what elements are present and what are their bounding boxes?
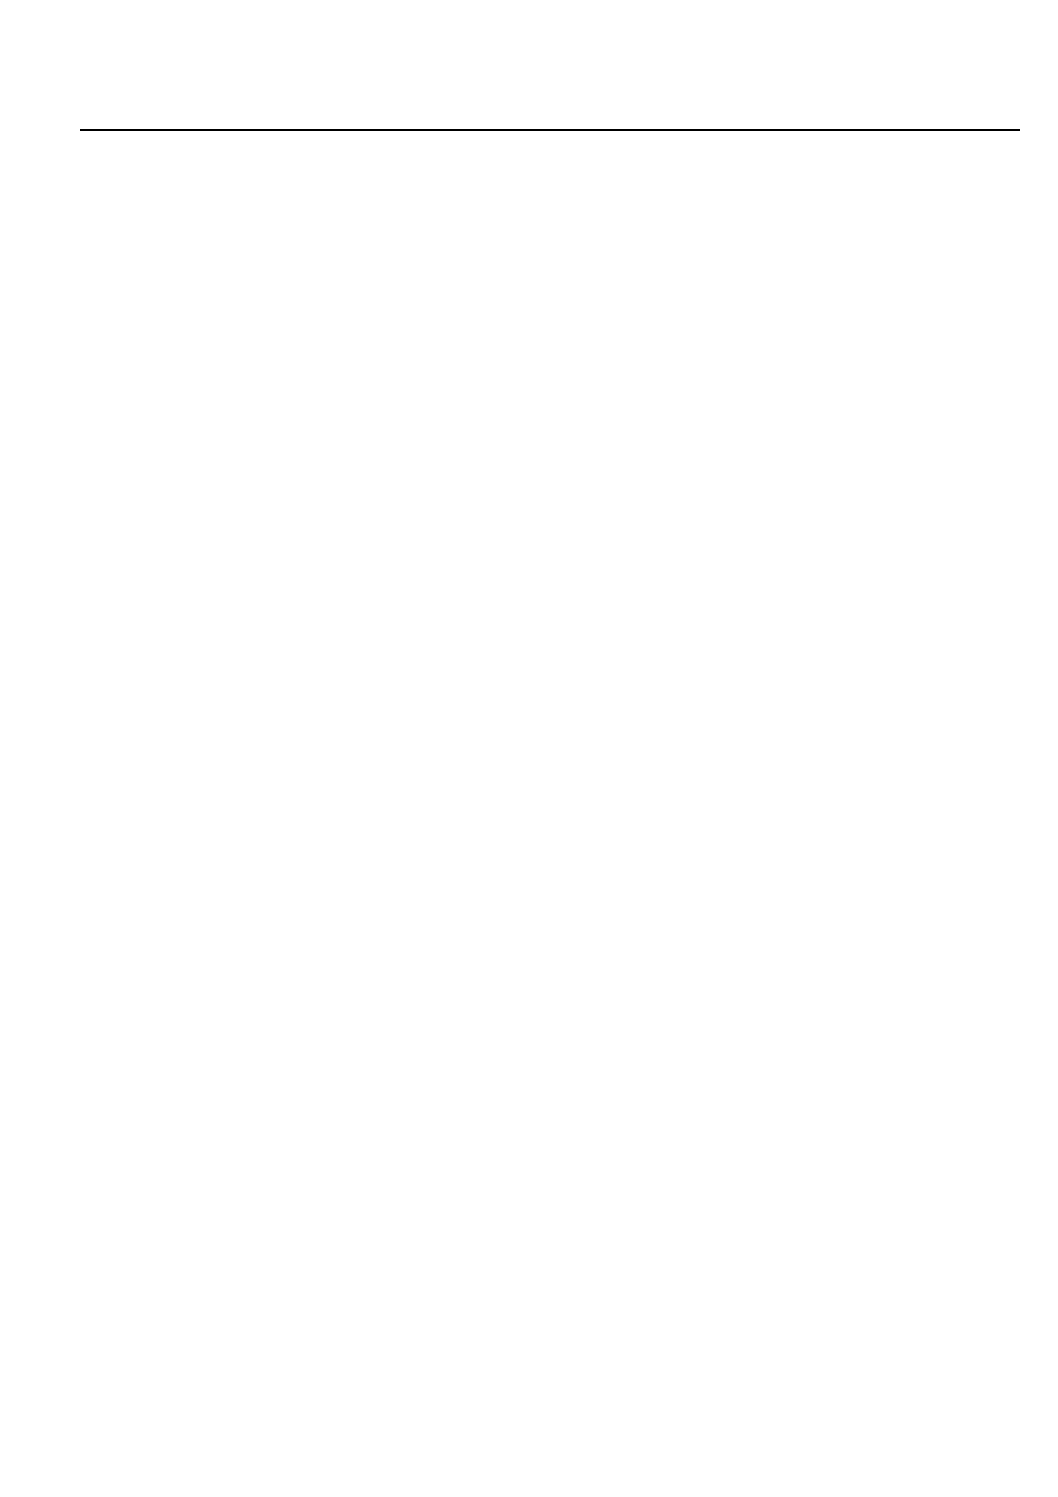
ranking-table <box>80 129 1020 131</box>
